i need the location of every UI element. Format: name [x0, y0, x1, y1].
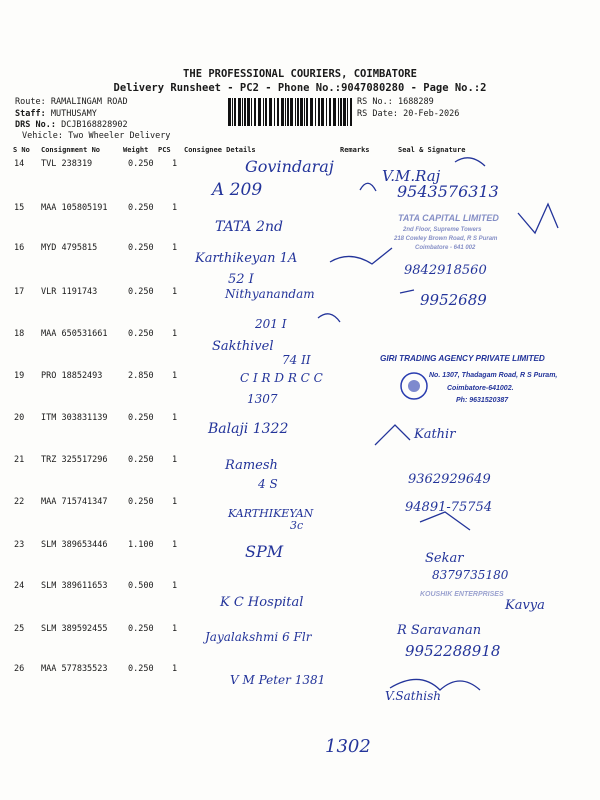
- staff-value: MUTHUSAMY: [50, 109, 97, 119]
- row-sno: 21: [14, 455, 25, 465]
- row-weight: 0.250: [128, 413, 154, 423]
- row-pcs: 1: [172, 329, 178, 339]
- vehicle-line: Vehicle: Two Wheeler Delivery: [22, 131, 171, 141]
- r22-name: KARTHIKEYAN: [228, 507, 314, 520]
- r25-name: Jayalakshmi 6 Flr: [205, 630, 312, 644]
- row-consignment-no: VLR 1191743: [41, 287, 98, 297]
- r23-sign: Sekar: [425, 551, 464, 566]
- r17-name: Nithyanandam: [225, 287, 315, 301]
- row-consignment-no: MAA 650531661: [41, 329, 108, 339]
- r26-name: V M Peter 1381: [230, 673, 326, 687]
- row-weight: 1.100: [128, 540, 154, 550]
- r18-name: Sakthivel: [212, 339, 274, 354]
- row-sno: 19: [14, 371, 25, 381]
- giri-trading-stamp: [380, 354, 557, 404]
- row-pcs: 1: [172, 624, 178, 634]
- row-consignment-no: SLM 389611653: [41, 581, 108, 591]
- svg-text:No. 1307, Thadagam Road, R S P: No. 1307, Thadagam Road, R S Puram,: [429, 372, 558, 379]
- rs-no-line: RS No.: 1688289: [357, 97, 434, 107]
- svg-text:Coimbatore - 641 002: Coimbatore - 641 002: [415, 245, 476, 251]
- r25-sign: R Saravanan: [397, 623, 482, 638]
- row-weight: 0.250: [128, 497, 154, 507]
- row-pcs: 1: [172, 203, 178, 213]
- r19-name: C I R D R C C: [240, 371, 323, 385]
- r18-door2: 74 II: [282, 353, 311, 367]
- row-weight: 0.250: [128, 159, 154, 169]
- svg-text:Coimbatore-641002.: Coimbatore-641002.: [447, 385, 514, 392]
- row-sno: 25: [14, 624, 25, 634]
- row-consignment-no: TRZ 325517296: [41, 455, 108, 465]
- row-sno: 23: [14, 540, 25, 550]
- r24-stamp: [420, 591, 504, 598]
- r14-name: Govindaraj: [245, 157, 334, 176]
- r24-sign: Kavya: [505, 598, 545, 613]
- r14-phone: 9543576313: [397, 182, 499, 201]
- r22-door: 3c: [290, 519, 304, 532]
- row-consignment-no: MAA 577835523: [41, 664, 108, 674]
- row-consignment-no: PRO 18852493: [41, 371, 103, 381]
- row-pcs: 1: [172, 243, 178, 253]
- row-pcs: 1: [172, 497, 178, 507]
- row-sno: 16: [14, 243, 25, 253]
- rs-date-value: 20-Feb-2026: [403, 109, 460, 119]
- r25-phone: 9952288918: [405, 642, 501, 660]
- row-sno: 14: [14, 159, 25, 169]
- row-weight: 0.250: [128, 455, 154, 465]
- row-weight: 0.250: [128, 203, 154, 213]
- row-sno: 24: [14, 581, 25, 591]
- r18-door: 201 I: [255, 317, 287, 331]
- svg-text:KOUSHIK ENTERPRISES: KOUSHIK ENTERPRISES: [420, 591, 504, 598]
- svg-text:TATA CAPITAL LIMITED: TATA CAPITAL LIMITED: [398, 213, 499, 223]
- svg-text:GIRI TRADING AGENCY PRIVATE LI: GIRI TRADING AGENCY PRIVATE LIMITED: [380, 354, 545, 363]
- r17-phone: 9952689: [420, 291, 487, 309]
- row-pcs: 1: [172, 371, 178, 381]
- row-sno: 15: [14, 203, 25, 213]
- route-value: RAMALINGAM ROAD: [50, 97, 128, 107]
- r23-phone: 8379735180: [432, 568, 509, 582]
- row-consignment-no: SLM 389592455: [41, 624, 108, 634]
- staff-line: Staff: MUTHUSAMY: [15, 109, 97, 119]
- row-consignment-no: TVL 238319: [41, 159, 93, 169]
- row-weight: 0.250: [128, 624, 154, 634]
- row-pcs: 1: [172, 159, 178, 169]
- r17-door: 52 I: [228, 272, 254, 287]
- row-sno: 17: [14, 287, 25, 297]
- drs-line: DRS No.: DCJB168828902: [15, 120, 128, 130]
- row-weight: 0.250: [128, 243, 154, 253]
- r20-sign: Kathir: [414, 427, 456, 442]
- row-weight: 2.850: [128, 371, 154, 381]
- col-seal-signature: Seal & Signature: [398, 146, 466, 154]
- row-consignment-no: MAA 715741347: [41, 497, 108, 507]
- row-weight: 0.500: [128, 581, 154, 591]
- drs-value: DCJB168828902: [61, 120, 128, 130]
- col-sno: S No: [13, 146, 30, 154]
- col-pcs: PCS: [158, 146, 171, 154]
- r21-door: 4 S: [258, 477, 278, 491]
- svg-text:218 Cowley Brown Road, R S Pur: 218 Cowley Brown Road, R S Puram: [394, 236, 498, 242]
- r14-door: A 209: [212, 180, 263, 200]
- row-pcs: 1: [172, 540, 178, 550]
- r15-name: TATA 2nd: [215, 219, 283, 235]
- svg-text:Ph: 9631520387: Ph: 9631520387: [456, 397, 509, 404]
- col-consignment: Consignment No: [41, 146, 101, 154]
- r19-door: 1307: [247, 392, 278, 406]
- rs-date-line: RS Date: 20-Feb-2026: [357, 109, 460, 119]
- route-line: Route: RAMALINGAM ROAD: [15, 97, 128, 107]
- row-pcs: 1: [172, 581, 178, 591]
- r26-sign: V.Sathish: [385, 689, 442, 703]
- r16-phone: 9842918560: [404, 263, 487, 278]
- r24-name: K C Hospital: [220, 595, 304, 610]
- row-consignment-no: MYD 4795815: [41, 243, 98, 253]
- vehicle-value: Two Wheeler Delivery: [68, 131, 171, 141]
- row-pcs: 1: [172, 287, 178, 297]
- col-remarks: Remarks: [340, 146, 370, 154]
- row-sno: 26: [14, 664, 25, 674]
- row-sno: 20: [14, 413, 25, 423]
- row-sno: 22: [14, 497, 25, 507]
- r21-phone: 9362929649: [408, 472, 491, 487]
- svg-text:2nd Floor, Supreme Towers: 2nd Floor, Supreme Towers: [403, 227, 482, 233]
- rs-no-value: 1688289: [397, 97, 434, 107]
- runsheet-subtitle: Delivery Runsheet - PC2 - Phone No.:9047080280 - Page No.:2: [113, 82, 487, 94]
- r23-name: SPM: [245, 542, 284, 561]
- col-consignee: Consignee Details: [184, 146, 256, 154]
- row-pcs: 1: [172, 455, 178, 465]
- r21-name: Ramesh: [225, 458, 278, 473]
- row-consignment-no: SLM 389653446: [41, 540, 108, 550]
- row-sno: 18: [14, 329, 25, 339]
- r20-name: Balaji 1322: [208, 421, 289, 437]
- company-title: THE PROFESSIONAL COURIERS, COIMBATORE: [183, 68, 417, 80]
- row-weight: 0.250: [128, 664, 154, 674]
- row-consignment-no: ITM 303831139: [41, 413, 108, 423]
- tata-capital-stamp: [393, 213, 499, 251]
- row-weight: 0.250: [128, 287, 154, 297]
- row-pcs: 1: [172, 664, 178, 674]
- row-consignment-no: MAA 105805191: [41, 203, 108, 213]
- r16-name: Karthikeyan 1A: [195, 251, 298, 266]
- r14-sign: V.M.Raj: [382, 167, 441, 185]
- r22-phone: 94891-75754: [405, 500, 493, 515]
- row-weight: 0.250: [128, 329, 154, 339]
- col-weight: Weight: [123, 146, 149, 154]
- row-pcs: 1: [172, 413, 178, 423]
- footer-note: 1302: [325, 736, 371, 757]
